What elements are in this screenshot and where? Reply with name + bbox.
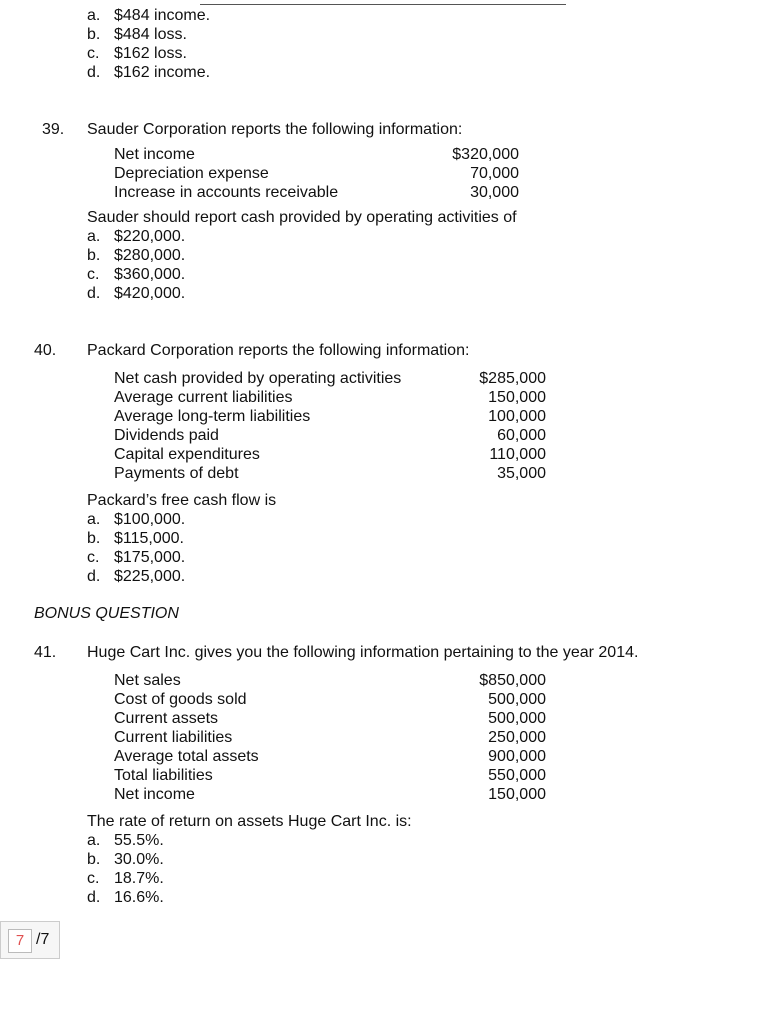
option-a: a. 55.5%. xyxy=(87,832,164,849)
q38-options xyxy=(87,6,210,82)
option-d: d. $225,000. xyxy=(87,568,186,585)
option-b: b. $484 loss. xyxy=(87,26,187,43)
option-d: d. 16.6%. xyxy=(87,889,164,906)
table-row: Net income $320,000 xyxy=(114,146,519,163)
option-b: b. $280,000. xyxy=(87,247,186,264)
question-stem: Sauder Corporation reports the following information: xyxy=(87,121,463,138)
question-number: 40. xyxy=(34,342,57,359)
option-d: d. $162 income. xyxy=(87,64,211,81)
table-row: Net income 150,000 xyxy=(114,786,546,803)
question-prompt: Packard’s free cash flow is xyxy=(87,492,277,509)
page-indicator xyxy=(0,921,60,959)
option-a: a. $484 income. xyxy=(87,7,211,24)
option-c: c. $162 loss. xyxy=(87,45,187,62)
question-stem: Packard Corporation reports the following information: xyxy=(87,342,470,359)
table-row: Average total assets 900,000 xyxy=(114,748,546,765)
q39-options xyxy=(87,227,185,303)
table-row: Net cash provided by operating activities $285,000 xyxy=(114,370,546,387)
table-row: Increase in accounts receivable 30,000 xyxy=(114,184,519,201)
table-row: Dividends paid 60,000 xyxy=(114,427,546,444)
table-row: Total liabilities 550,000 xyxy=(114,767,546,784)
data-table xyxy=(114,671,546,804)
question-stem: Huge Cart Inc. gives you the following information pertaining to the year 2014. xyxy=(87,644,639,661)
table-row: Average current liabilities 150,000 xyxy=(114,389,546,406)
top-rule xyxy=(200,4,566,5)
option-b: b. $115,000. xyxy=(87,530,184,547)
question-number: 39. xyxy=(42,121,65,138)
question-number: 41. xyxy=(34,644,57,661)
bonus-heading: BONUS QUESTION xyxy=(34,605,179,622)
total-pages: /7 xyxy=(36,931,50,948)
table-row: Average long-term liabilities 100,000 xyxy=(114,408,546,425)
option-a: a. $220,000. xyxy=(87,228,186,245)
table-row: Current assets 500,000 xyxy=(114,710,546,727)
data-table xyxy=(114,145,519,202)
question-prompt: Sauder should report cash provided by operating activities of xyxy=(87,209,517,226)
table-row: Payments of debt 35,000 xyxy=(114,465,546,482)
q40-options xyxy=(87,510,185,586)
table-row: Capital expenditures 110,000 xyxy=(114,446,546,463)
table-row: Depreciation expense 70,000 xyxy=(114,165,519,182)
table-row: Cost of goods sold 500,000 xyxy=(114,691,546,708)
table-row: Current liabilities 250,000 xyxy=(114,729,546,746)
data-table xyxy=(114,369,546,483)
option-c: c. 18.7%. xyxy=(87,870,164,887)
table-row: Net sales $850,000 xyxy=(114,672,546,689)
option-a: a. $100,000. xyxy=(87,511,186,528)
q41-options xyxy=(87,831,164,907)
current-page-input[interactable]: 7 xyxy=(8,929,32,953)
question-prompt: The rate of return on assets Huge Cart Inc. is: xyxy=(87,813,412,830)
option-d: d. $420,000. xyxy=(87,285,186,302)
option-b: b. 30.0%. xyxy=(87,851,164,868)
option-c: c. $360,000. xyxy=(87,266,186,283)
option-c: c. $175,000. xyxy=(87,549,186,566)
